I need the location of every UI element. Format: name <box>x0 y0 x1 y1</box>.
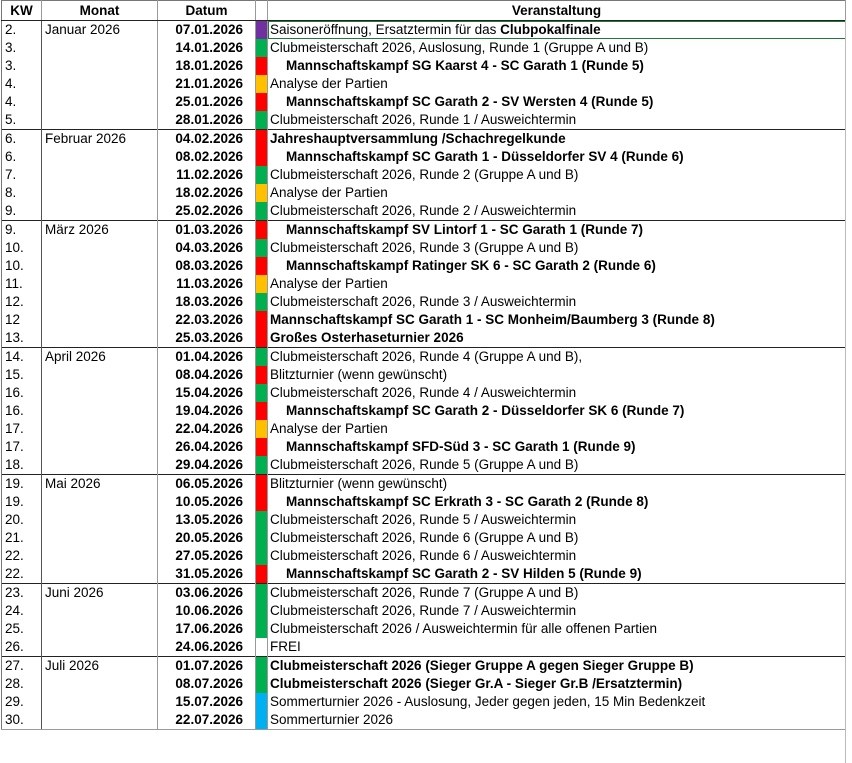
kw-cell[interactable]: 22. <box>2 565 42 584</box>
monat-cell[interactable] <box>42 111 158 130</box>
color-bar-cell[interactable] <box>256 184 268 202</box>
veranstaltung-cell[interactable] <box>268 638 846 657</box>
color-bar-cell[interactable] <box>256 638 268 657</box>
veranstaltung-cell[interactable] <box>268 148 846 166</box>
veranstaltung-cell[interactable] <box>268 620 846 638</box>
table-row <box>2 657 846 676</box>
datum-cell[interactable]: 04.02.2026 <box>158 130 256 149</box>
table-row <box>2 384 846 402</box>
color-bar-cell[interactable] <box>256 493 268 511</box>
kw-cell[interactable]: 12. <box>2 293 42 311</box>
event-text: Clubmeisterschaft 2026, Runde 6 / Ausweichtermin <box>270 548 577 563</box>
monat-cell[interactable] <box>42 329 158 348</box>
veranstaltung-cell[interactable] <box>268 184 846 202</box>
color-bar-cell[interactable] <box>256 693 268 711</box>
monat-cell[interactable] <box>42 311 158 329</box>
event-text: Sommerturnier 2026 - Auslosung, Jeder gegen jeden, 15 Min Bedenkzeit <box>270 694 706 709</box>
monat-cell[interactable] <box>42 384 158 402</box>
event-text: Clubmeisterschaft 2026, Runde 1 / Ausweichtermin <box>270 112 577 127</box>
table-row <box>2 184 846 202</box>
table-row <box>2 130 846 149</box>
monat-cell[interactable]: Mai 2026 <box>42 475 158 494</box>
color-bar-cell[interactable] <box>256 39 268 57</box>
monat-cell[interactable]: Februar 2026 <box>42 130 158 149</box>
kw-cell[interactable]: 6. <box>2 148 42 166</box>
table-row <box>2 420 846 438</box>
color-bar-cell[interactable] <box>256 511 268 529</box>
table-row <box>2 475 846 494</box>
monat-cell[interactable]: Juni 2026 <box>42 584 158 603</box>
veranstaltung-cell[interactable] <box>268 584 846 603</box>
monat-cell[interactable] <box>42 620 158 638</box>
color-bar-cell[interactable] <box>256 584 268 603</box>
event-text: Mannschaftskampf SC Garath 2 - Düsseldorfer SK 6 (Runde 7) <box>286 403 685 418</box>
event-text: Clubmeisterschaft 2026, Runde 2 (Gruppe A und B) <box>270 167 579 182</box>
monat-cell[interactable] <box>42 547 158 565</box>
datum-cell[interactable]: 15.07.2026 <box>158 693 256 711</box>
color-bar-cell[interactable] <box>256 221 268 240</box>
event-text: Mannschaftskampf SC Garath 2 - SV Hilden 5 (Runde 9) <box>286 566 642 581</box>
datum-cell[interactable]: 08.04.2026 <box>158 366 256 384</box>
datum-cell[interactable]: 01.04.2026 <box>158 348 256 367</box>
color-bar-cell[interactable] <box>256 456 268 475</box>
event-text: Jahreshauptversammlung /Schachregelkunde <box>270 131 566 146</box>
color-bar-cell[interactable] <box>256 711 268 730</box>
color-bar-cell[interactable] <box>256 75 268 93</box>
monat-cell[interactable] <box>42 93 158 111</box>
table-row <box>2 693 846 711</box>
color-bar-cell[interactable] <box>256 57 268 75</box>
event-text: Mannschaftskampf Ratinger SK 6 - SC Garath 2 (Runde 6) <box>286 258 656 273</box>
kw-cell[interactable]: 12 <box>2 311 42 329</box>
datum-cell[interactable]: 19.04.2026 <box>158 402 256 420</box>
event-text: Clubmeisterschaft 2026, Runde 7 / Ausweichtermin <box>270 603 577 618</box>
color-bar-cell[interactable] <box>256 257 268 275</box>
table-row <box>2 311 846 329</box>
datum-cell[interactable]: 29.04.2026 <box>158 456 256 475</box>
monat-cell[interactable] <box>42 438 158 456</box>
monat-cell[interactable]: Juli 2026 <box>42 657 158 676</box>
color-bar-cell[interactable] <box>256 475 268 494</box>
color-bar-cell[interactable] <box>256 402 268 420</box>
veranstaltung-cell[interactable] <box>268 57 846 75</box>
veranstaltung-cell[interactable] <box>268 166 846 184</box>
monat-cell[interactable]: Januar 2026 <box>42 21 158 40</box>
datum-cell[interactable]: 26.04.2026 <box>158 438 256 456</box>
color-bar-cell[interactable] <box>256 420 268 438</box>
kw-cell[interactable]: 17. <box>2 438 42 456</box>
datum-cell[interactable]: 20.05.2026 <box>158 529 256 547</box>
event-text: Clubmeisterschaft 2026, Runde 5 / Ausweichtermin <box>270 512 577 527</box>
kw-cell[interactable]: 21. <box>2 529 42 547</box>
datum-cell[interactable]: 08.02.2026 <box>158 148 256 166</box>
monat-cell[interactable] <box>42 511 158 529</box>
table-row <box>2 275 846 293</box>
datum-cell[interactable]: 18.03.2026 <box>158 293 256 311</box>
table-row <box>2 602 846 620</box>
event-text: Mannschaftskampf SC Garath 1 - Düsseldorfer SV 4 (Runde 6) <box>286 149 684 164</box>
kw-cell[interactable]: 23. <box>2 584 42 603</box>
header-veranstaltung[interactable]: Veranstaltung <box>268 1 846 21</box>
color-bar-cell[interactable] <box>256 366 268 384</box>
kw-cell[interactable]: 10. <box>2 239 42 257</box>
veranstaltung-cell[interactable] <box>268 130 846 149</box>
table-row <box>2 402 846 420</box>
table-row <box>2 75 846 93</box>
veranstaltung-cell[interactable] <box>268 293 846 311</box>
monat-cell[interactable] <box>42 493 158 511</box>
veranstaltung-cell[interactable] <box>268 693 846 711</box>
datum-cell[interactable]: 13.05.2026 <box>158 511 256 529</box>
table-row <box>2 57 846 75</box>
kw-cell[interactable]: 10. <box>2 257 42 275</box>
event-text: Clubmeisterschaft 2026 (Sieger Gr.A - Sieger Gr.B /Ersatztermin) <box>270 676 683 691</box>
monat-cell[interactable] <box>42 275 158 293</box>
datum-cell[interactable]: 25.03.2026 <box>158 329 256 348</box>
veranstaltung-cell[interactable] <box>268 275 846 293</box>
veranstaltung-cell[interactable] <box>268 511 846 529</box>
datum-cell[interactable]: 22.04.2026 <box>158 420 256 438</box>
veranstaltung-cell[interactable] <box>268 348 846 367</box>
event-text: Blitzturnier (wenn gewünscht) <box>270 476 448 491</box>
color-bar-cell[interactable] <box>256 348 268 367</box>
kw-cell[interactable]: 14. <box>2 348 42 367</box>
event-text: Clubmeisterschaft 2026, Runde 3 (Gruppe A und B) <box>270 240 579 255</box>
monat-cell[interactable] <box>42 293 158 311</box>
monat-cell[interactable] <box>42 602 158 620</box>
event-text: Clubmeisterschaft 2026 / Ausweichtermin für alle offenen Partien <box>270 621 657 636</box>
kw-cell[interactable]: 9. <box>2 202 42 221</box>
veranstaltung-cell[interactable] <box>268 402 846 420</box>
veranstaltung-cell[interactable] <box>268 565 846 584</box>
event-text: Analyse der Partien <box>270 276 388 291</box>
veranstaltung-cell[interactable] <box>268 529 846 547</box>
veranstaltung-cell[interactable] <box>268 420 846 438</box>
monat-cell[interactable] <box>42 257 158 275</box>
monat-cell[interactable] <box>42 166 158 184</box>
table-row <box>2 511 846 529</box>
datum-cell[interactable]: 21.01.2026 <box>158 75 256 93</box>
event-text: Clubmeisterschaft 2026, Runde 7 (Gruppe A und B) <box>270 585 579 600</box>
veranstaltung-cell[interactable] <box>268 221 846 240</box>
table-row <box>2 584 846 603</box>
veranstaltung-cell[interactable] <box>268 493 846 511</box>
monat-cell[interactable] <box>42 638 158 657</box>
kw-cell[interactable]: 13. <box>2 329 42 348</box>
color-bar-cell[interactable] <box>256 239 268 257</box>
monat-cell[interactable] <box>42 456 158 475</box>
event-text-bold: Clubpokalfinale <box>500 22 601 37</box>
next-column-edge <box>845 20 852 763</box>
table-row <box>2 111 846 130</box>
table-row <box>2 438 846 456</box>
color-bar-cell[interactable] <box>256 565 268 584</box>
event-text: Saisoneröffnung, Ersatztermin für das <box>270 22 501 37</box>
monat-cell[interactable] <box>42 420 158 438</box>
veranstaltung-cell[interactable] <box>268 547 846 565</box>
header-row <box>2 1 846 21</box>
monat-cell[interactable] <box>42 75 158 93</box>
color-bar-cell[interactable] <box>256 602 268 620</box>
kw-cell[interactable]: 22. <box>2 547 42 565</box>
monat-cell[interactable] <box>42 693 158 711</box>
color-bar-cell[interactable] <box>256 93 268 111</box>
veranstaltung-cell[interactable] <box>268 75 846 93</box>
event-text: Mannschaftskampf SC Erkrath 3 - SC Garath 2 (Runde 8) <box>286 494 649 509</box>
table-row <box>2 348 846 367</box>
event-text: Analyse der Partien <box>270 185 388 200</box>
veranstaltung-cell[interactable] <box>268 39 846 57</box>
veranstaltung-cell[interactable] <box>268 329 846 348</box>
event-text: Clubmeisterschaft 2026, Auslosung, Runde 1 (Gruppe A und B) <box>270 40 649 55</box>
kw-cell[interactable]: 2. <box>2 21 42 40</box>
kw-cell[interactable]: 19. <box>2 493 42 511</box>
datum-cell[interactable]: 28.01.2026 <box>158 111 256 130</box>
table-row <box>2 329 846 348</box>
table-row <box>2 257 846 275</box>
color-bar-cell[interactable] <box>256 148 268 166</box>
kw-cell[interactable]: 3. <box>2 57 42 75</box>
kw-cell[interactable]: 5. <box>2 111 42 130</box>
table-row <box>2 366 846 384</box>
kw-cell[interactable]: 6. <box>2 130 42 149</box>
header-kw[interactable]: KW <box>2 1 42 21</box>
table-row <box>2 565 846 584</box>
color-bar-cell[interactable] <box>256 111 268 130</box>
kw-cell[interactable]: 24. <box>2 602 42 620</box>
datum-cell[interactable]: 18.02.2026 <box>158 184 256 202</box>
kw-cell[interactable]: 18. <box>2 456 42 475</box>
monat-cell[interactable] <box>42 565 158 584</box>
color-bar-cell[interactable] <box>256 529 268 547</box>
event-text: Clubmeisterschaft 2026, Runde 4 / Ausweichtermin <box>270 385 577 400</box>
monat-cell[interactable] <box>42 202 158 221</box>
header-color-bar[interactable] <box>256 1 268 21</box>
event-text: Clubmeisterschaft 2026, Runde 3 / Ausweichtermin <box>270 294 577 309</box>
kw-cell[interactable]: 3. <box>2 39 42 57</box>
event-text: Clubmeisterschaft 2026, Runde 5 (Gruppe A und B) <box>270 457 579 472</box>
datum-cell[interactable]: 22.03.2026 <box>158 311 256 329</box>
kw-cell[interactable]: 16. <box>2 384 42 402</box>
kw-cell[interactable]: 25. <box>2 620 42 638</box>
veranstaltung-cell[interactable] <box>268 711 846 730</box>
kw-cell[interactable]: 4. <box>2 75 42 93</box>
event-text: FREI <box>270 639 301 654</box>
datum-cell[interactable]: 10.05.2026 <box>158 493 256 511</box>
veranstaltung-cell[interactable] <box>268 456 846 475</box>
color-bar-cell[interactable] <box>256 21 268 40</box>
datum-cell[interactable]: 11.02.2026 <box>158 166 256 184</box>
color-bar-cell[interactable] <box>256 311 268 329</box>
color-bar-cell[interactable] <box>256 202 268 221</box>
event-text: Mannschaftskampf SC Garath 2 - SV Wersten 4 (Runde 5) <box>286 94 654 109</box>
kw-cell[interactable]: 28. <box>2 675 42 693</box>
monat-cell[interactable]: April 2026 <box>42 348 158 367</box>
event-text: Mannschaftskampf SV Lintorf 1 - SC Garath 1 (Runde 7) <box>286 222 644 237</box>
color-bar-cell[interactable] <box>256 166 268 184</box>
table-row <box>2 166 846 184</box>
datum-cell[interactable]: 15.04.2026 <box>158 384 256 402</box>
monat-cell[interactable] <box>42 366 158 384</box>
table-row <box>2 547 846 565</box>
datum-cell[interactable]: 25.01.2026 <box>158 93 256 111</box>
kw-cell[interactable]: 16. <box>2 402 42 420</box>
color-bar-cell[interactable] <box>256 547 268 565</box>
veranstaltung-cell[interactable] <box>268 602 846 620</box>
monat-cell[interactable] <box>42 184 158 202</box>
color-bar-cell[interactable] <box>256 438 268 456</box>
monat-cell[interactable] <box>42 148 158 166</box>
kw-cell[interactable]: 8. <box>2 184 42 202</box>
event-text: Clubmeisterschaft 2026 (Sieger Gruppe A gegen Sieger Gruppe B) <box>270 658 694 673</box>
kw-cell[interactable]: 7. <box>2 166 42 184</box>
table-row <box>2 202 846 221</box>
datum-cell[interactable]: 08.07.2026 <box>158 675 256 693</box>
kw-cell[interactable]: 9. <box>2 221 42 240</box>
veranstaltung-cell[interactable] <box>268 202 846 221</box>
kw-cell[interactable]: 4. <box>2 93 42 111</box>
table-row <box>2 293 846 311</box>
datum-cell[interactable]: 03.06.2026 <box>158 584 256 603</box>
event-text: Mannschaftskampf SFD-Süd 3 - SC Garath 1 (Runde 9) <box>286 439 636 454</box>
kw-cell[interactable]: 11. <box>2 275 42 293</box>
monat-cell[interactable] <box>42 711 158 730</box>
color-bar-cell[interactable] <box>256 329 268 348</box>
veranstaltung-cell[interactable] <box>268 675 846 693</box>
table-row <box>2 711 846 730</box>
kw-cell[interactable]: 17. <box>2 420 42 438</box>
veranstaltung-cell[interactable] <box>268 257 846 275</box>
monat-cell[interactable] <box>42 39 158 57</box>
table-row <box>2 638 846 657</box>
color-bar-cell[interactable] <box>256 275 268 293</box>
veranstaltung-cell[interactable] <box>268 366 846 384</box>
table-row <box>2 93 846 111</box>
event-text: Mannschaftskampf SC Garath 1 - SC Monheim/Baumberg 3 (Runde 8) <box>270 312 715 327</box>
monat-cell[interactable] <box>42 529 158 547</box>
table-row <box>2 675 846 693</box>
veranstaltung-cell[interactable] <box>268 111 846 130</box>
datum-cell[interactable]: 08.03.2026 <box>158 257 256 275</box>
datum-cell[interactable]: 22.07.2026 <box>158 711 256 730</box>
event-text: Analyse der Partien <box>270 76 388 91</box>
veranstaltung-cell[interactable] <box>268 475 846 494</box>
kw-cell[interactable]: 26. <box>2 638 42 657</box>
kw-cell[interactable]: 29. <box>2 693 42 711</box>
table-row <box>2 221 846 240</box>
monat-cell[interactable] <box>42 57 158 75</box>
table-row <box>2 456 846 475</box>
event-text: Großes Osterhaseturnier 2026 <box>270 330 464 345</box>
veranstaltung-cell[interactable] <box>268 384 846 402</box>
kw-cell[interactable]: 30. <box>2 711 42 730</box>
color-bar-cell[interactable] <box>256 675 268 693</box>
header-monat[interactable]: Monat <box>42 1 158 21</box>
schedule-body <box>2 21 846 730</box>
kw-cell[interactable]: 20. <box>2 511 42 529</box>
color-bar-cell[interactable] <box>256 657 268 676</box>
table-row <box>2 239 846 257</box>
table-row <box>2 21 846 40</box>
event-text: Mannschaftskampf SG Kaarst 4 - SC Garath 1 (Runde 5) <box>286 58 644 73</box>
table-row <box>2 620 846 638</box>
datum-cell[interactable]: 25.02.2026 <box>158 202 256 221</box>
datum-cell[interactable]: 18.01.2026 <box>158 57 256 75</box>
color-bar-cell[interactable] <box>256 130 268 149</box>
kw-cell[interactable]: 27. <box>2 657 42 676</box>
header-datum[interactable]: Datum <box>158 1 256 21</box>
color-bar-cell[interactable] <box>256 620 268 638</box>
veranstaltung-cell[interactable] <box>268 438 846 456</box>
datum-cell[interactable]: 01.03.2026 <box>158 221 256 240</box>
kw-cell[interactable]: 19. <box>2 475 42 494</box>
datum-cell[interactable]: 07.01.2026 <box>158 21 256 40</box>
datum-cell[interactable]: 10.06.2026 <box>158 602 256 620</box>
datum-cell[interactable]: 11.03.2026 <box>158 275 256 293</box>
event-text: Clubmeisterschaft 2026, Runde 6 (Gruppe A und B) <box>270 530 579 545</box>
table-row <box>2 148 846 166</box>
veranstaltung-cell[interactable] <box>268 311 846 329</box>
color-bar-cell[interactable] <box>256 384 268 402</box>
veranstaltung-cell[interactable] <box>268 657 846 676</box>
datum-cell[interactable]: 31.05.2026 <box>158 565 256 584</box>
event-text: Clubmeisterschaft 2026, Runde 2 / Ausweichtermin <box>270 203 577 218</box>
monat-cell[interactable] <box>42 239 158 257</box>
datum-cell[interactable]: 06.05.2026 <box>158 475 256 494</box>
table-row <box>2 39 846 57</box>
kw-cell[interactable]: 15. <box>2 366 42 384</box>
datum-cell[interactable]: 24.06.2026 <box>158 638 256 657</box>
event-text: Analyse der Partien <box>270 421 388 436</box>
table-row <box>2 529 846 547</box>
datum-cell[interactable]: 27.05.2026 <box>158 547 256 565</box>
schedule-table <box>1 0 846 730</box>
event-text: Clubmeisterschaft 2026, Runde 4 (Gruppe A und B), <box>270 349 583 364</box>
event-text: Blitzturnier (wenn gewünscht) <box>270 367 448 382</box>
monat-cell[interactable]: März 2026 <box>42 221 158 240</box>
table-row <box>2 493 846 511</box>
monat-cell[interactable] <box>42 402 158 420</box>
datum-cell[interactable]: 14.01.2026 <box>158 39 256 57</box>
veranstaltung-cell[interactable] <box>268 93 846 111</box>
datum-cell[interactable]: 01.07.2026 <box>158 657 256 676</box>
veranstaltung-cell[interactable] <box>268 239 846 257</box>
monat-cell[interactable] <box>42 675 158 693</box>
veranstaltung-cell[interactable] <box>268 21 846 40</box>
datum-cell[interactable]: 17.06.2026 <box>158 620 256 638</box>
color-bar-cell[interactable] <box>256 293 268 311</box>
datum-cell[interactable]: 04.03.2026 <box>158 239 256 257</box>
event-text: Sommerturnier 2026 <box>270 712 394 727</box>
